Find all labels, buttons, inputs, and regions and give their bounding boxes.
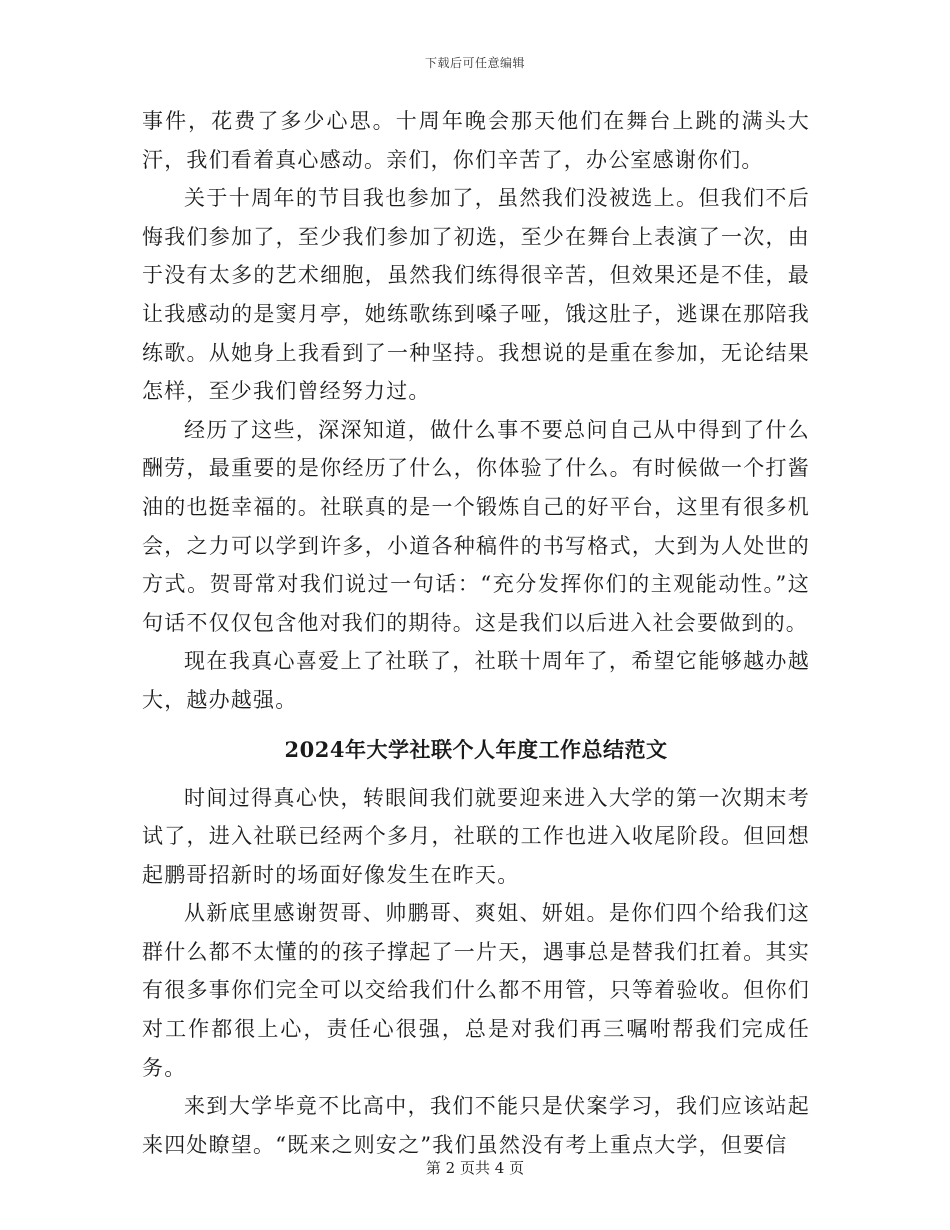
document-body xyxy=(142,102,810,1164)
paragraph: 事件，花费了多少心思。十周年晚会那天他们在舞台上跳的满头大汗，我们看着真心感动。亲们，你们辛苦了，办公室感谢你们。 xyxy=(142,109,810,172)
paragraph: 从新底里感谢贺哥、帅鹏哥、爽姐、妍姐。是你们四个给我们这群什么都不太懂的的孩子撑起了一片天，遇事总是替我们扛着。其实有很多事你们完全可以交给我们什么都不用管，只等着验收。但你们对工作都很上心，责任心很强，总是对我们再三嘱咐帮我们完成任务。 xyxy=(142,901,810,1080)
section-title: 2024年大学社联个人年度工作总结范文 xyxy=(284,736,668,762)
page-header: 下载后可任意编辑 xyxy=(424,56,525,70)
paragraph: 时间过得真心快，转眼间我们就要迎来进入大学的第一次期末考试了，进入社联已经两个多月，社联的工作也进入收尾阶段。但回想起鹏哥招新时的场面好像发生在昨天。 xyxy=(142,785,810,887)
paragraph: 现在我真心喜爱上了社联了，社联十周年了，希望它能够越办越大，越办越强。 xyxy=(142,649,810,712)
paragraph: 关于十周年的节目我也参加了，虽然我们没被选上。但我们不后悔我们参加了，至少我们参加了初选，至少在舞台上表演了一次，由于没有太多的艺术细胞，虽然我们练得很辛苦，但效果还是不佳，最让我感动的是窦月亭，她练歌练到嗓子哑，饿这肚子，逃课在那陪我练歌。从她身上我看到了一种坚持。我想说的是重在参加，无论结果怎样，至少我们曾经努力过。 xyxy=(142,186,810,404)
page-footer: 第 2 页共 4 页 xyxy=(425,1159,525,1177)
paragraph: 经历了这些，深深知道，做什么事不要总问自己从中得到了什么酬劳，最重要的是你经历了什么，你体验了什么。有时候做一个打酱油的也挺幸福的。社联真的是一个锻炼自己的好平台，这里有很多机会，之力可以学到许多，小道各种稿件的书写格式，大到为人处世的方式。贺哥常对我们说过一句话：“充分发挥你们的主观能动性。”这句话不仅仅包含他对我们的期待。这是我们以后进入社会要做到的。 xyxy=(142,417,810,635)
paragraph: 来到大学毕竟不比高中，我们不能只是伏案学习，我们应该站起来四处瞭望。“既来之则安之”我们虽然没有考上重点大学，但要信 xyxy=(142,1094,810,1157)
